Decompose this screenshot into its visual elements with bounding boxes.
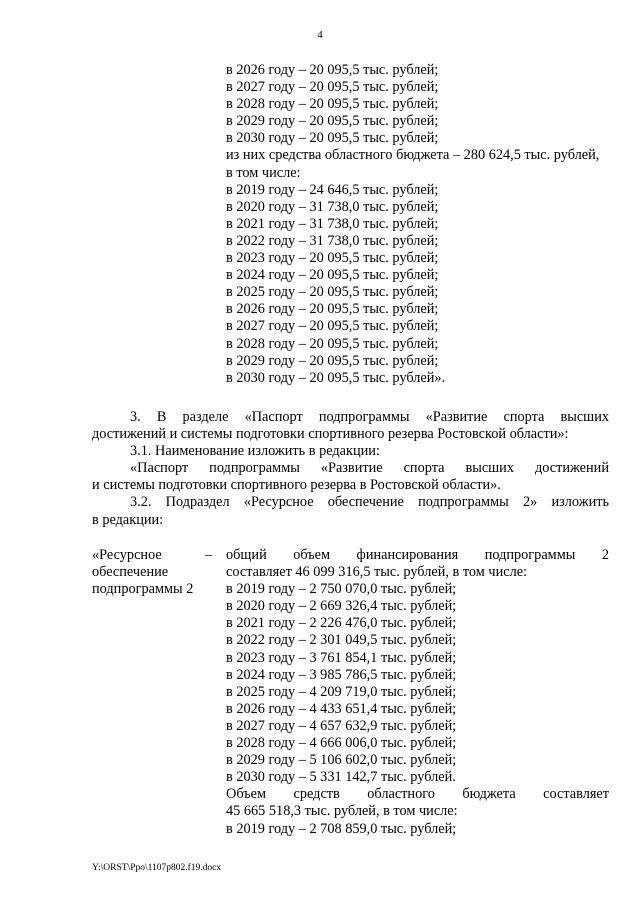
table-year-line: в 2024 году – 3 985 786,5 тыс. рублей; [226, 666, 457, 683]
list-line: в 2024 году – 20 095,5 тыс. рублей; [226, 267, 439, 284]
table-year-line: в 2019 году – 2 750 070,0 тыс. рублей; [226, 581, 457, 598]
list-line: в 2027 году – 20 095,5 тыс. рублей; [226, 79, 439, 96]
list-line: в 2026 году – 20 095,5 тыс. рублей; [226, 301, 439, 318]
table-year-line: в 2022 году – 2 301 049,5 тыс. рублей; [226, 632, 457, 649]
table-label-cell [92, 547, 213, 598]
paragraph-3-1: 3.1. Наименование изложить в редакции: [130, 443, 380, 460]
paragraph-3 [92, 409, 609, 443]
table-label-line: обеспечение [92, 564, 169, 581]
amendment-paragraphs [92, 409, 609, 529]
table-year-line: в 2023 году – 3 761 854,1 тыс. рублей; [226, 649, 457, 666]
table-year-line: в 2028 году – 4 666 006,0 тыс. рублей; [226, 735, 457, 752]
list-line: в 2020 году – 31 738,0 тыс. рублей; [226, 198, 439, 215]
table-label-line: подпрограммы 2 [92, 581, 194, 598]
table-year-line: в 2030 году – 5 331 142,7 тыс. рублей. [226, 769, 456, 786]
table-year-line: в 2026 году – 4 433 651,4 тыс. рублей; [226, 700, 457, 717]
table-regional-year-line: в 2019 году – 2 708 859,0 тыс. рублей; [226, 820, 457, 837]
table-year-line: в 2021 году – 2 226 476,0 тыс. рублей; [226, 615, 457, 632]
table-year-line: в 2020 году – 2 669 326,4 тыс. рублей; [226, 598, 457, 615]
list-line: из них средства областного бюджета – 280 624,5 тыс. рублей, [226, 147, 600, 164]
list-line: в 2026 году – 20 095,5 тыс. рублей; [226, 62, 439, 78]
page-number: 4 [317, 29, 323, 41]
paragraph-3-2 [92, 494, 609, 528]
paragraph-quote-line-2: и системы подготовки спортивного резерва в Ростовской области». [92, 477, 501, 494]
table-value-cell [226, 547, 609, 838]
footer-file-path: Y:\ORST\Ppo\1107p802.f19.docx [92, 863, 222, 873]
list-line: в 2021 году – 31 738,0 тыс. рублей; [226, 215, 439, 232]
list-line: в 2028 году – 20 095,5 тыс. рублей; [226, 335, 439, 352]
list-line: в 2029 году – 20 095,5 тыс. рублей; [226, 113, 439, 130]
list-line: в 2022 году – 31 738,0 тыс. рублей; [226, 232, 439, 249]
list-line: в 2019 году – 24 646,5 тыс. рублей; [226, 181, 439, 198]
list-line: в 2028 году – 20 095,5 тыс. рублей; [226, 96, 439, 113]
table-dash: – [205, 547, 213, 563]
paragraph-3-2-line-1: 3.2. Подраздел «Ресурсное обеспечение подпрограммы 2» изложить [130, 494, 609, 511]
list-line: в 2023 году – 20 095,5 тыс. рублей; [226, 250, 439, 267]
list-line: в 2030 году – 20 095,5 тыс. рублей; [226, 130, 439, 147]
paragraph-3-line-1: 3. В разделе «Паспорт подпрограммы «Развитие спорта высших [130, 409, 609, 425]
table-intro-line-2: составляет 46 099 316,5 тыс. рублей, в том числе: [226, 564, 528, 581]
list-line: в 2029 году – 20 095,5 тыс. рублей; [226, 352, 439, 369]
table-regional-line-1: Объем средств областного бюджета составляет [226, 786, 609, 803]
paragraph-quote [92, 460, 609, 494]
table-intro-line-1: общий объем финансирования подпрограммы 2 [226, 547, 609, 563]
table-year-line: в 2027 году – 4 657 632,9 тыс. рублей; [226, 717, 457, 734]
paragraph-3-2-line-2: в редакции: [92, 511, 164, 528]
list-line: в 2025 году – 20 095,5 тыс. рублей; [226, 284, 439, 301]
paragraph-quote-line-1: «Паспорт подпрограммы «Развитие спорта высших достижений [130, 460, 609, 477]
table-label-line: «Ресурсное [92, 547, 162, 563]
funding-list-continued [226, 62, 618, 387]
table-year-line: в 2029 году – 5 106 602,0 тыс. рублей; [226, 752, 457, 769]
table-regional-line-2: 45 665 518,3 тыс. рублей, в том числе: [226, 803, 458, 820]
paragraph-3-line-2: достижений и системы подготовки спортивного резерва Ростовской области»: [92, 426, 569, 443]
list-line: в 2030 году – 20 095,5 тыс. рублей». [226, 369, 446, 386]
table-year-line: в 2025 году – 4 209 719,0 тыс. рублей; [226, 683, 457, 700]
list-line: в том числе: [226, 164, 301, 181]
list-line: в 2027 году – 20 095,5 тыс. рублей; [226, 318, 439, 335]
